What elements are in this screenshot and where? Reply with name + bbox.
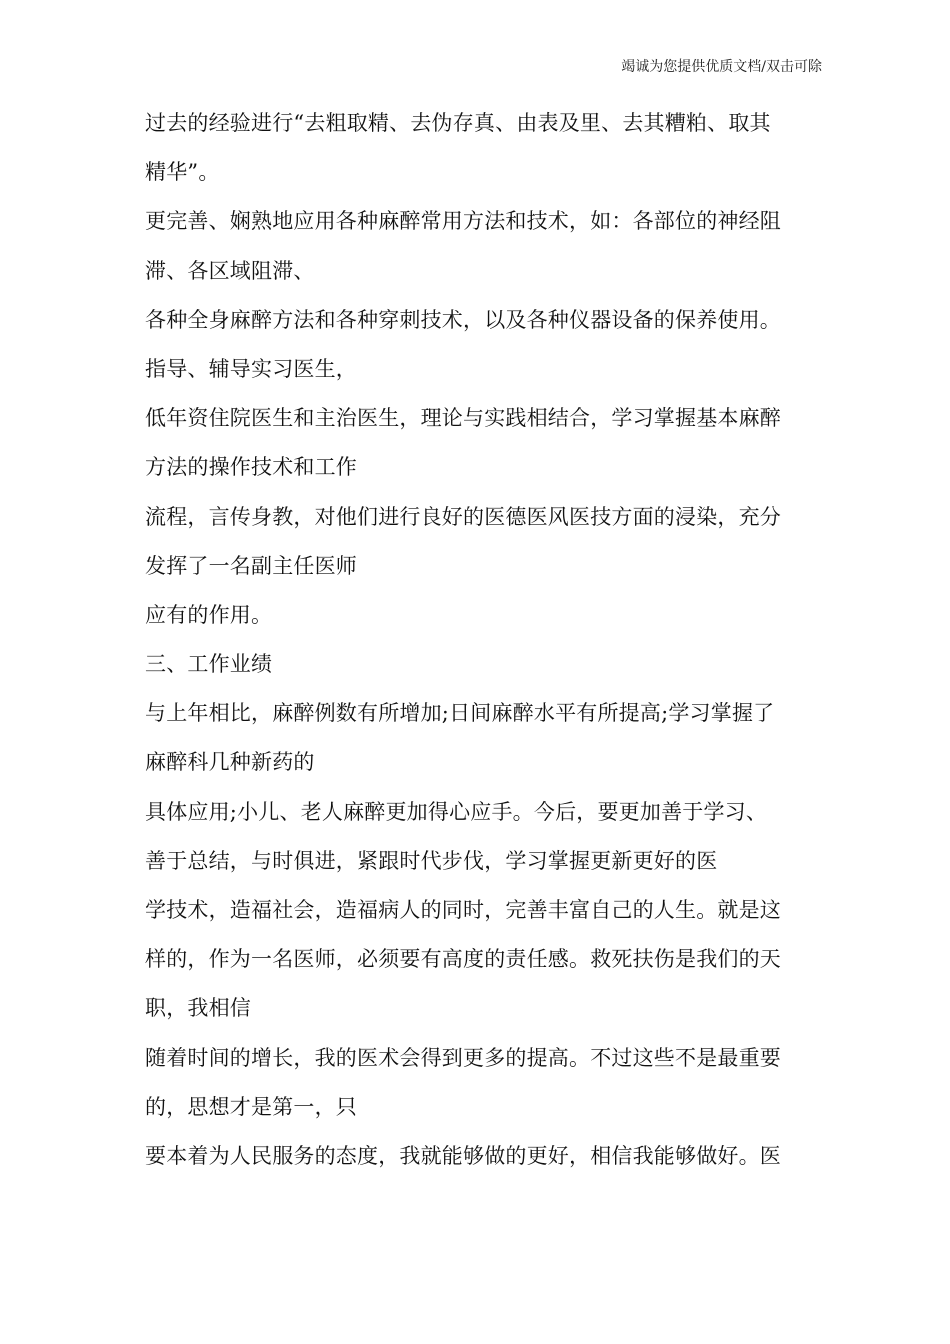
text-line: 麻醉科几种新药的 <box>145 750 315 775</box>
text-line: 要本着为人民服务的态度，我就能够做的更好，相信我能够做好。医 <box>145 1143 781 1168</box>
text-line: 流程，言传身教，对他们进行良好的医德医风医技方面的浸染，充分 <box>145 504 781 529</box>
section-heading: 三、工作业绩 <box>145 652 273 677</box>
text-line: 更完善、娴熟地应用各种麻醉常用方法和技术，如：各部位的神经阻 <box>145 209 781 234</box>
text-line: 学技术，造福社会，造福病人的同时，完善丰富自己的人生。就是这 <box>145 898 781 922</box>
text-line: 各种全身麻醉方法和各种穿刺技术，以及各种仪器设备的保养使用。 <box>145 307 781 332</box>
text-line: 指导、辅导实习医生， <box>145 356 357 381</box>
text-line: 精华”。 <box>145 160 220 185</box>
text-line: 善于总结，与时俱进，紧跟时代步伐，学习掌握更新更好的医 <box>145 848 718 873</box>
text-line: 样的，作为一名医师，必须要有高度的责任感。救死扶伤是我们的天 <box>145 947 781 972</box>
text-line: 低年资住院医生和主治医生，理论与实践相结合，学习掌握基本麻醉 <box>145 406 781 431</box>
text-line: 应有的作用。 <box>145 602 273 627</box>
header-note: 竭诚为您提供优质文档/双击可除 <box>621 59 822 75</box>
text-line: 职，我相信 <box>145 996 251 1021</box>
text-line: 过去的经验进行“去粗取精、去伪存真、由表及里、去其糟粕、取其 <box>145 111 771 135</box>
text-line: 与上年相比，麻醉例数有所增加;日间麻醉水平有所提高;学习掌握了 <box>145 701 775 726</box>
text-line: 滞、各区域阻滞、 <box>145 258 315 283</box>
document-body <box>145 99 825 1181</box>
text-line: 随着时间的增长，我的医术会得到更多的提高。不过这些不是最重要 <box>145 1045 781 1070</box>
text-line: 的，思想才是第一，只 <box>145 1094 357 1119</box>
text-line: 发挥了一名副主任医师 <box>145 553 357 578</box>
text-line: 具体应用;小儿、老人麻醉更加得心应手。今后，要更加善于学习、 <box>145 799 768 824</box>
text-line: 方法的操作技术和工作 <box>145 455 357 480</box>
